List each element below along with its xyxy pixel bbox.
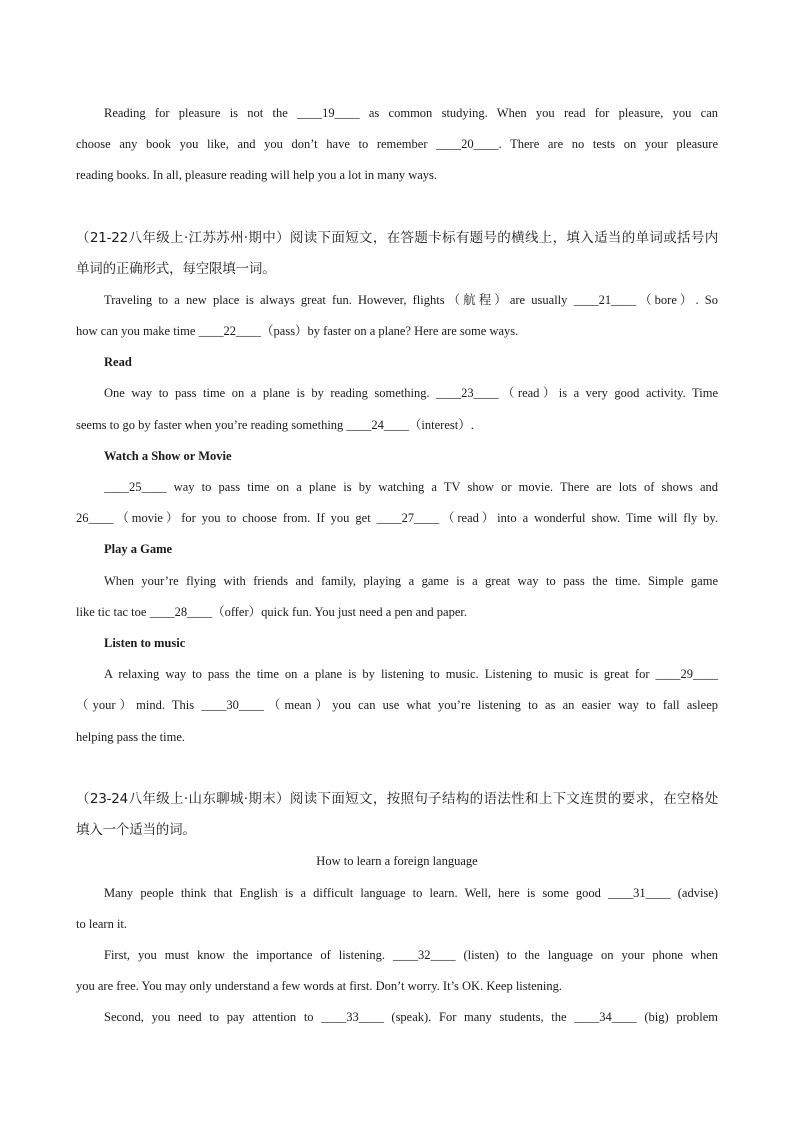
passage-line: Second, you need to pay attention to ____33____ (speak). For many students, the ____34____ (big) problem — [104, 1010, 718, 1024]
passage-line: ____25____ way to pass time on a plane is by watching a TV show or movie. There are lots of shows and — [104, 480, 718, 494]
passage-line: 26____（movie）for you to choose from. If you get ____27____（read）into a wonderful show. Time will fly by. — [76, 511, 718, 525]
passage-line: Reading for pleasure is not the ____19____ as common studying. When you read for pleasure, you can — [104, 106, 718, 120]
subheading: Listen to music — [104, 636, 186, 650]
passage-line: you are free. You may only understand a few words at first. Don’t worry. It’s OK. Keep listening. — [76, 979, 563, 993]
passage-line: （your）mind. This ____30____（mean）you can use what you’re listening to as an easier way to fall asleep — [76, 698, 718, 712]
passage-line: Many people think that English is a difficult language to learn. Well, here is some good ____31____ (advise) — [104, 886, 718, 900]
passage-line: When your’re flying with friends and family, playing a game is a great way to pass the time. Simple game — [104, 574, 718, 588]
subheading: Watch a Show or Movie — [104, 449, 232, 463]
subheading: Play a Game — [104, 542, 173, 556]
passage-line: like tic tac toe ____28____（offer）quick fun. You just need a pen and paper. — [76, 605, 468, 619]
section-instruction: 单词的正确形式，每空限填一词。 — [76, 261, 276, 277]
passage-title: How to learn a foreign language — [316, 854, 478, 868]
section-instruction: （21-22八年级上·江苏苏州·期中）阅读下面短文，在答题卡标有题号的横线上，填入适当的单词或括号内 — [76, 230, 718, 246]
section-instruction: 填入一个适当的词。 — [76, 822, 196, 838]
passage-line: helping pass the time. — [76, 730, 186, 744]
passage-line: Traveling to a new place is always great fun. However, flights（航程）are usually ____21____（bore）. So — [104, 293, 718, 307]
subheading: Read — [104, 355, 132, 369]
section-instruction: （23-24八年级上·山东聊城·期末）阅读下面短文，按照句子结构的语法性和上下文连贯的要求，在空格处 — [76, 791, 718, 807]
passage-line: to learn it. — [76, 917, 128, 931]
passage-line: choose any book you like, and you don’t have to remember ____20____. There are no tests on your pleasure — [76, 137, 718, 151]
passage-line: how can you make time ____22____（pass）by faster on a plane? Here are some ways. — [76, 324, 519, 338]
passage-line: A relaxing way to pass the time on a plane is by listening to music. Listening to music is great for ____29____ — [104, 667, 718, 681]
passage-line: First, you must know the importance of listening. ____32____ (listen) to the language on your phone when — [104, 948, 718, 962]
passage-line: One way to pass time on a plane is by reading something. ____23____（read）is a very good activity. Time — [104, 386, 718, 400]
passage-line: reading books. In all, pleasure reading will help you a lot in many ways. — [76, 168, 438, 182]
passage-line: seems to go by faster when you’re reading something ____24____（interest）. — [76, 418, 474, 432]
